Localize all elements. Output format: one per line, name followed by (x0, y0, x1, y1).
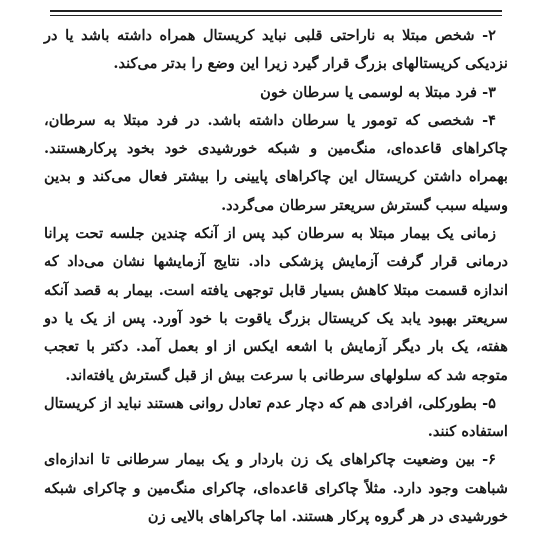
header-rule (50, 10, 502, 12)
paragraph-item-2: ۲- شخص مبتلا به ناراحتی قلبی نباید کریستال همراه داشته باشد یا در نزدیکی کریستالهای بزرگ قرار گیرد زیرا این وضع را بدتر می‌کند. (44, 27, 508, 73)
paragraph-liver-cancer-story: زمانی یک بیمار مبتلا به سرطان کبد پس از آنکه چندین جلسه تحت پرانا درمانی قرار گرفت آزمایش پزشکی داد. نتایج آزمایشها نشان می‌داد که اندازه قسمت مبتلا کاهش بسیار قابل توجهی یافته است. بیمار به قصد آنکه سریعتر بهبود یابد یک کریستال بزرگ یاقوت با خود آورد. پس از یک یا دو هفته، یک بار دیگر آزمایش با اشعه ایکس از او بعمل آمد. دکتر با تعجب متوجه شد که سلولهای سرطانی با سرعت بیش از قبل گسترش یافته‌اند. (44, 225, 508, 384)
paragraph-item-3: ۳- فرد مبتلا به لوسمی یا سرطان خون (260, 83, 496, 101)
paragraph-item-6: ۶- بین وضعیت چاکراهای یک زن باردار و یک بیمار سرطانی تا اندازه‌ای شباهت وجود دارد. مثلاً چاکرای قاعده‌ای، چاکرای منگ‌مین و چاکرای شبکه خورشیدی در هر گروه پرکار هستند. اما چاکراهای بالایی زن (44, 451, 508, 526)
paragraph-item-5: ۵- بطورکلی، افرادی هم که دچار عدم تعادل روانی هستند نباید از کریستال استفاده کنند. (44, 394, 508, 441)
paragraph-item-4: ۴- شخصی که تومور یا سرطان داشته باشد. در فرد مبتلا به سرطان، چاکراهای قاعده‌ای، منگ‌مین و شبکه خورشیدی خود بخود پرکارهستند. بهمراه داشتن کریستال این چاکراهای پایینی را بیشتر فعال می‌کند و بدین وسیله سبب گسترش سریعتر سرطان می‌گردد. (44, 111, 508, 214)
header-rule-thin (50, 15, 502, 16)
document-body (44, 22, 508, 531)
